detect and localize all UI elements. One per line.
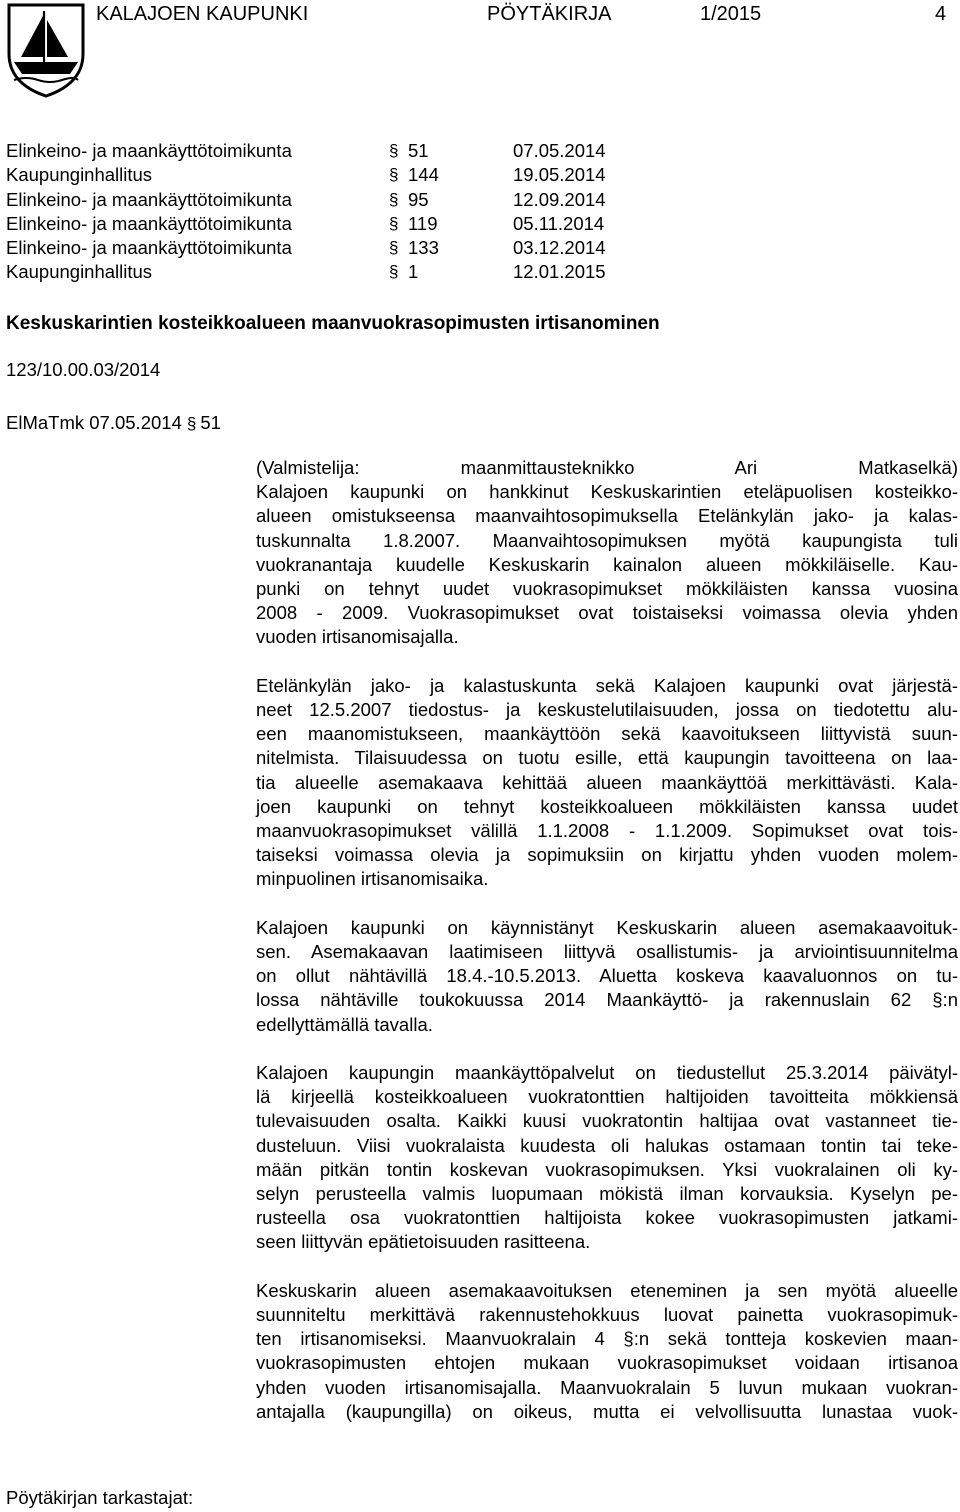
history-date: 07.05.2014: [513, 140, 606, 161]
history-section: 95: [408, 188, 429, 210]
text-line: Kalajoen kaupunki on käynnistänyt Keskuskarin alueen asemakaavoituk-: [256, 916, 958, 938]
history-body: Elinkeino- ja maankäyttötoimikunta: [6, 140, 292, 161]
history-section: 1: [408, 261, 419, 283]
history-row: [6, 236, 766, 260]
section-sign: §: [389, 262, 399, 282]
text-line: lä kirjeellä kosteikkoalueen vuokratonttien haltijoiden tavoitteita mökkiensä: [256, 1086, 958, 1108]
text-line: maanvuokrasopimukset välillä 1.1.2008 - 1.1.2009. Sopimukset ovat tois-: [256, 820, 958, 842]
history-section: 133: [408, 237, 439, 259]
text-line: punki on tehnyt uudet vuokrasopimukset mökkiläisten kanssa vuosina: [256, 578, 958, 600]
kalajoki-coat-of-arms-icon: [6, 2, 86, 98]
text-line: mään pitkän tontin koskevan vuokrasopimuksen. Yksi vuokralainen oli ky-: [256, 1158, 958, 1180]
history-body: Elinkeino- ja maankäyttötoimikunta: [6, 188, 292, 210]
paragraph: [256, 674, 958, 892]
diary-number: 123/10.00.03/2014: [6, 359, 161, 380]
history-row: [6, 212, 766, 236]
text-line: taiseksi voimassa olevia ja sopimuksiin on kirjattu yhden vuoden molem-: [256, 844, 958, 866]
text-line: yhden vuoden irtisanomisajalla. Maanvuokralain 5 luvun mukaan vuokran-: [256, 1376, 958, 1398]
text-line: dusteluun. Viisi vuokralaista kuudesta oli halukas ostamaan tontin tai teke-: [256, 1134, 958, 1156]
history-date: 05.11.2014: [513, 212, 605, 234]
text-line: vuokrasopimusten ehtojen mukaan vuokrasopimukset voidaan irtisanoa: [256, 1352, 958, 1374]
text-line: Keskuskarin alueen asemakaavoituksen eteneminen ja sen myötä alueelle: [256, 1279, 958, 1301]
history-body: Kaupunginhallitus: [6, 261, 153, 283]
history-section: 51: [408, 140, 429, 161]
text-line: joen kaupunki on tehnyt kosteikkoalueen mökkiläisten kanssa uudet: [256, 795, 958, 817]
text-line: tulevaisuuden osalta. Kaikki kuusi vuokratontin haltijaa ovat vastanneet tie-: [256, 1110, 958, 1132]
text-line: (Valmistelija: maanmittausteknikko Ari Matkaselkä): [256, 457, 958, 478]
history-section: 119: [408, 212, 438, 234]
text-line: minpuolinen irtisanomisaika.: [256, 868, 489, 890]
text-line: selyn perusteella valmis luopumaan mökistä ilman korvauksia. Kyselyn pe-: [256, 1183, 958, 1205]
history-body: Elinkeino- ja maankäyttötoimikunta: [6, 237, 292, 259]
history-section: 144: [408, 164, 439, 186]
text-line: vuoden irtisanomisajalla.: [256, 626, 459, 648]
text-line: on ollut nähtävillä 18.4.-10.5.2013. Aluetta koskeva kaavaluonnos on tu-: [256, 965, 958, 987]
text-line: tia alueelle asemakaava kehittää alueen maankäyttöä merkittävästi. Kala-: [256, 771, 958, 793]
section-sign: §: [389, 213, 399, 233]
history-date: 19.05.2014: [513, 164, 606, 186]
text-line: edellyttämällä tavalla.: [256, 1013, 433, 1035]
minutes-checkers-label: Pöytäkirjan tarkastajat:: [6, 1487, 194, 1508]
text-line: Kalajoen kaupunki on hankkinut Keskuskarintien eteläpuolisen kosteikko-: [256, 481, 958, 503]
preparation-text: [256, 456, 958, 1448]
text-line: sen. Asemakaavan laatimiseen liittyvä osallistumis- ja arviointisuunnitelma: [256, 941, 958, 963]
text-line: seen liittyvän epätietoisuuden rasitteena.: [256, 1231, 591, 1253]
header-document-type: PÖYTÄKIRJA: [487, 3, 612, 25]
paragraph: [256, 456, 958, 650]
text-line: 2008 - 2009. Vuokrasopimukset ovat toistaiseksi voimassa olevia yhden: [256, 602, 958, 624]
text-line: vuokranantaja kuudelle Keskuskarin kainalon alueen mökkiläiselle. Kau-: [256, 553, 958, 575]
text-line: Kalajoen kaupungin maankäyttöpalvelut on tiedustellut 25.3.2014 päivätyl-: [256, 1062, 958, 1084]
section-sign: §: [389, 189, 399, 209]
history-row: [6, 260, 766, 284]
text-line: lossa nähtäville toukokuussa 2014 Maankäyttö- ja rakennuslain 62 §:n: [256, 989, 958, 1011]
section-sign: §: [389, 165, 399, 185]
text-line: nitelmista. Tilaisuudessa on tuotu esille, että kaupungin tavoitteena on laa-: [256, 747, 958, 769]
text-line: ten irtisanomiseksi. Maanvuokralain 4 §:n sekä tontteja koskevien maan-: [256, 1328, 958, 1350]
agenda-item-title: Keskuskarintien kosteikkoalueen maanvuokrasopimusten irtisanominen: [6, 313, 660, 334]
handling-history: [6, 139, 766, 285]
section-sign: §: [186, 414, 197, 433]
text-line: suunniteltu merkittävä rakennustehokkuus luovat painetta vuokrasopimuk-: [256, 1304, 958, 1326]
text-line: antajalla (kaupungilla) on oikeus, mutta ei velvollisuutta lunastaa vuok-: [256, 1400, 958, 1422]
history-body: Kaupunginhallitus: [6, 164, 153, 186]
history-row: [6, 188, 766, 212]
meeting-date: 07.05.2014: [89, 412, 182, 433]
text-line: rusteella osa vuokratonttien haltijoista kokee vuokrasopimusten jatkami-: [256, 1207, 958, 1229]
meeting-section: 51: [200, 412, 221, 433]
history-row: [6, 139, 766, 163]
text-line: tuskunnalta 1.8.2007. Maanvaihtosopimuksen myötä kaupungista tuli: [256, 529, 958, 551]
history-body: Elinkeino- ja maankäyttötoimikunta: [6, 212, 292, 234]
section-sign: §: [389, 141, 399, 160]
meeting-body: ElMaTmk: [6, 412, 85, 433]
header-page-number: 4: [935, 3, 947, 25]
text-line: een maanomistukseen, maankäyttöön sekä kaavoitukseen liittyvistä suun-: [256, 723, 958, 745]
header-minutes-number: 1/2015: [700, 3, 762, 25]
text-line: Etelänkylän jako- ja kalastuskunta sekä Kalajoen kaupunki ovat järjestä-: [256, 674, 958, 696]
history-row: [6, 163, 766, 187]
history-date: 12.09.2014: [513, 188, 606, 210]
meeting-reference: [6, 411, 221, 436]
history-date: 03.12.2014: [513, 237, 606, 259]
text-line: neet 12.5.2007 tiedostus- ja keskustelutilaisuuden, jossa on tiedotettu alu-: [256, 699, 958, 721]
paragraph: [256, 1279, 958, 1424]
text-line: alueen omistukseensa maanvaihtosopimuksella Etelänkylän jako- ja kalas-: [256, 505, 958, 527]
history-date: 12.01.2015: [513, 261, 606, 283]
paragraph: [256, 916, 958, 1037]
section-sign: §: [389, 238, 399, 258]
header-city: KALAJOEN KAUPUNKI: [96, 3, 309, 25]
paragraph: [256, 1061, 958, 1255]
